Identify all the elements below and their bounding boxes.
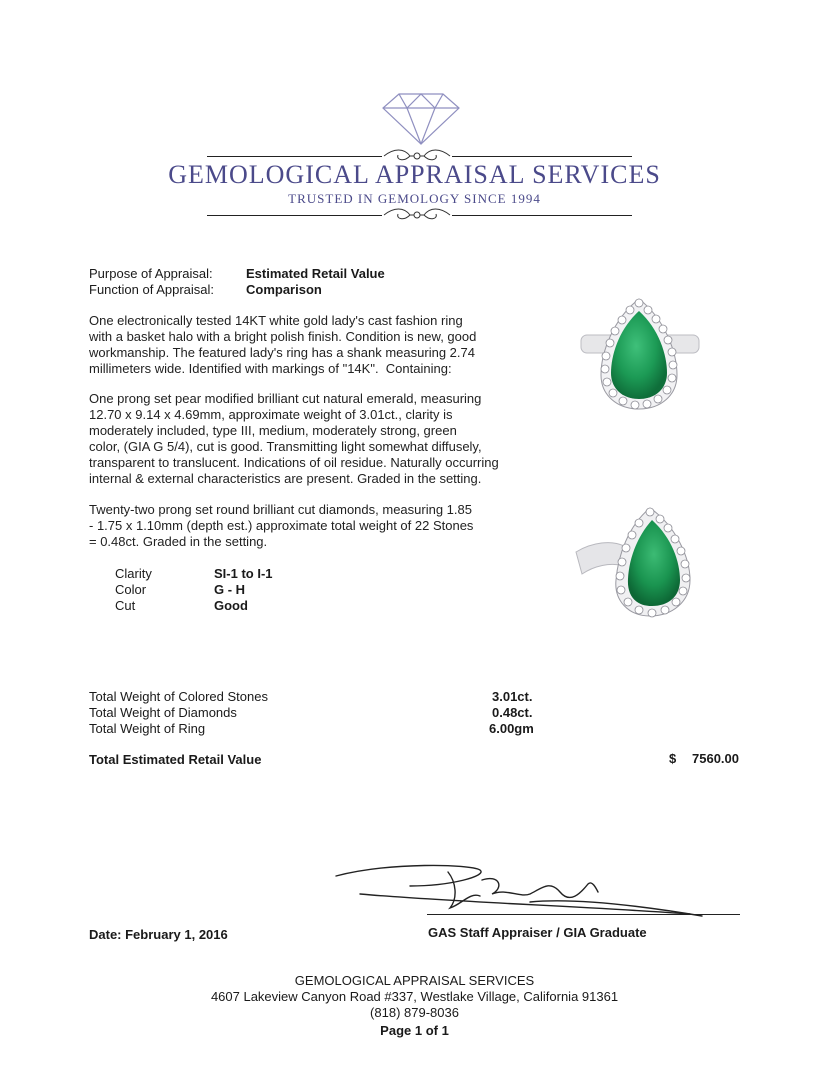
footer-phone: (818) 879-8036 [370,1005,459,1020]
grading-value-clarity: SI-1 to I-1 [214,566,273,581]
grading-label-color: Color [115,582,147,597]
text-line: workmanship. The featured lady's ring has a shank measuring 2.74 [89,345,475,360]
footer-address: 4607 Lakeview Canyon Road #337, Westlake Village, California 91361 [210,989,619,1004]
total-ring-value: 6.00gm [489,721,534,736]
ring-photo-angled [572,502,707,622]
retail-amount: 7560.00 [692,751,739,766]
text-line: One electronically tested 14KT white gold lady's cast fashion ring [89,313,463,328]
function-label: Function of Appraisal: [89,282,215,297]
total-colored-stones-value: 3.01ct. [492,689,533,704]
text-line: transparent to translucent. Indications of oil residue. Naturally occurring [89,455,499,470]
total-diamonds-value: 0.48ct. [492,705,533,720]
logo-bottom-rule-right [452,215,632,216]
purpose-label: Purpose of Appraisal: [89,266,213,281]
text-line: moderately included, type III, medium, moderately strong, green [89,423,457,438]
grading-label-cut: Cut [115,598,136,613]
text-line: = 0.48ct. Graded in the setting. [89,534,268,549]
grading-value-color: G - H [214,582,246,597]
retail-currency: $ [669,751,677,766]
total-diamonds-label: Total Weight of Diamonds [89,705,237,720]
company-name: GEMOLOGICAL APPRAISAL SERVICES [168,160,661,189]
text-line: - 1.75 x 1.10mm (depth est.) approximate total weight of 22 Stones [89,518,474,533]
logo-bottom-rule-left [207,215,382,216]
text-line: millimeters wide. Identified with markings of "14K". Containing: [89,361,452,376]
flourish-bottom-icon [382,205,452,225]
grading-value-cut: Good [214,598,248,613]
total-colored-stones-label: Total Weight of Colored Stones [89,689,268,704]
total-ring-label: Total Weight of Ring [89,721,206,736]
signer-title: GAS Staff Appraiser / GIA Graduate [428,925,647,940]
ring-description [89,313,476,377]
emerald-description [89,391,499,487]
text-line: with a basket halo with a bright polish finish. Condition is new, good [89,329,477,344]
diamond-logo-icon [381,92,461,146]
grading-label-clarity: Clarity [115,566,152,581]
function-value: Comparison [246,282,322,297]
text-line: color, (GIA G 5/4), cut is good. Transmitting light somewhat diffusely, [89,439,482,454]
diamond-description [89,502,473,550]
retail-value-label: Total Estimated Retail Value [89,752,262,767]
signature-line [427,914,740,915]
footer-company: GEMOLOGICAL APPRAISAL SERVICES [294,973,535,988]
text-line: One prong set pear modified brilliant cut natural emerald, measuring [89,391,482,406]
signature-image [330,858,710,922]
purpose-value: Estimated Retail Value [246,266,385,281]
page-number: Page 1 of 1 [380,1023,449,1038]
text-line: internal & external characteristics are present. Graded in the setting. [89,471,482,486]
company-tagline: TRUSTED IN GEMOLOGY SINCE 1994 [288,191,541,206]
appraisal-date: Date: February 1, 2016 [89,927,228,942]
ring-photo-front [575,295,705,415]
text-line: 12.70 x 9.14 x 4.69mm, approximate weight of 3.01ct., clarity is [89,407,453,422]
text-line: Twenty-two prong set round brilliant cut diamonds, measuring 1.85 [89,502,472,517]
logo-top-rule-left [207,156,382,157]
logo-top-rule-right [452,156,632,157]
